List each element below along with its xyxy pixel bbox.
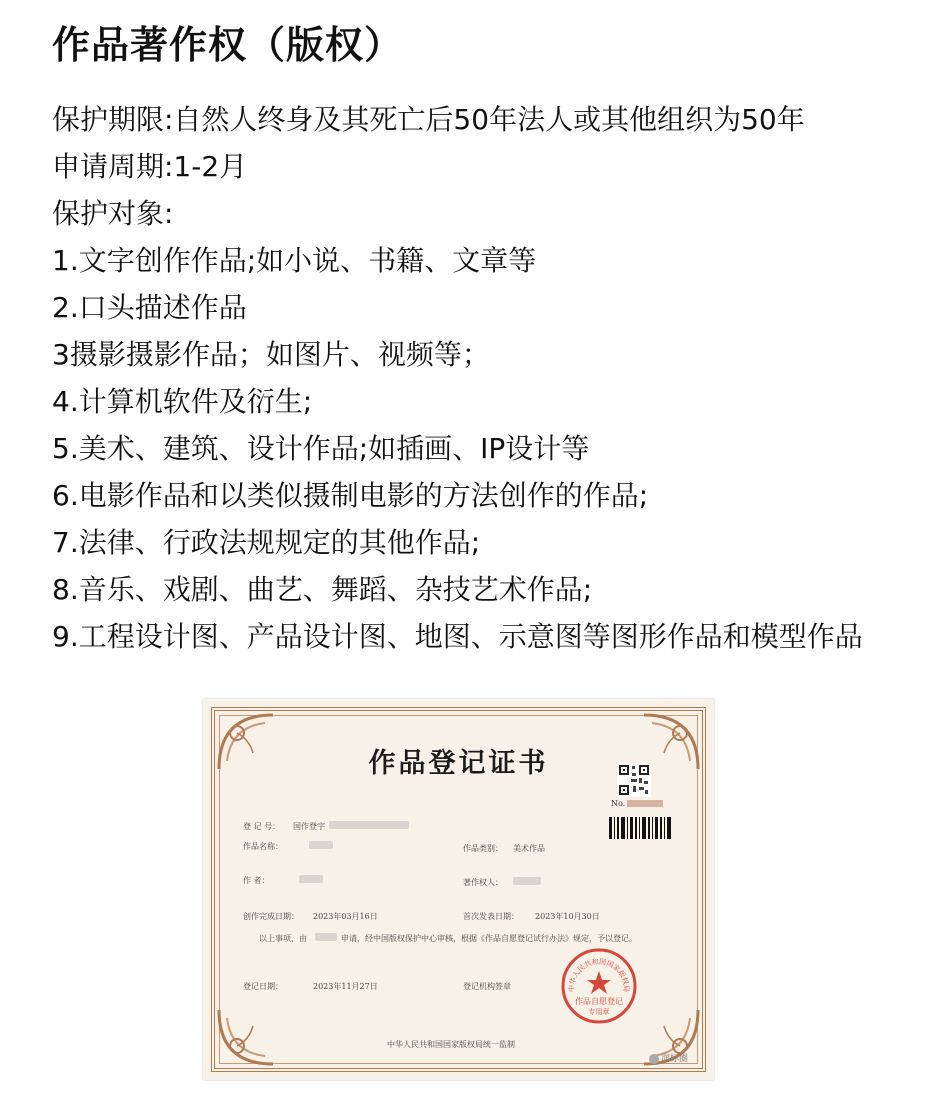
text-line: 2.口头描述作品 [52, 291, 247, 324]
text-line: 9.工程设计图、产品设计图、地图、示意图等图形作品和模型作品 [52, 620, 863, 653]
work-type-label: 作品类别： [463, 844, 503, 853]
text-line: 6.电影作品和以类似摄制电影的方法创作的作品; [52, 479, 649, 512]
watermark-text: 润标圈 [661, 1054, 689, 1064]
page-title: 作品著作权（版权） [52, 23, 404, 67]
wechat-icon [649, 1054, 659, 1064]
published-date-label: 首次发表日期： [463, 912, 519, 921]
seal-main-text: 作品自愿登记 [575, 997, 623, 1006]
statement-text-b: 申请，经中国版权保护中心审核，根据《作品自愿登记试行办法》规定，予以登记。 [341, 934, 637, 943]
qr-code-icon [617, 763, 651, 797]
published-date-value: 2023年10月30日 [535, 912, 600, 921]
certificate-footer: 中华人民共和国国家版权局统一监制 [387, 1040, 515, 1049]
certificate-number-label: No. [611, 799, 626, 808]
text-line: 8.音乐、戏剧、曲艺、舞蹈、杂技艺术作品; [52, 573, 593, 606]
text-line: 4.计算机软件及衍生; [52, 385, 313, 418]
redacted-field [299, 875, 323, 883]
redacted-field [329, 821, 409, 829]
reg-date-label: 登记日期： [243, 982, 283, 991]
redacted-field [513, 877, 541, 885]
owner-label: 著作权人： [463, 878, 503, 887]
created-date-label: 创作完成日期： [243, 912, 299, 921]
text-line: 5.美术、建筑、设计作品;如插画、IP设计等 [52, 432, 590, 465]
reg-date-value: 2023年11月27日 [313, 982, 378, 991]
statement-text-a: 以上事项，由 [259, 934, 307, 943]
corner-ornament-icon [213, 1000, 283, 1070]
work-type-value: 美术作品 [513, 844, 545, 853]
watermark [649, 1051, 688, 1064]
text-line: 3摄影摄影作品；如图片、视频等； [52, 338, 490, 371]
text-line: 7.法律、行政法规规定的其他作品; [52, 526, 481, 559]
text-line: 申请周期:1-2月 [52, 150, 248, 183]
redacted-field [315, 933, 337, 941]
text-line: 保护对象: [52, 197, 174, 230]
reg-no-value: 国作登字 [293, 822, 325, 831]
official-seal-icon [560, 947, 638, 1025]
text-line: 保护期限:自然人终身及其死亡后50年法人或其他组织为50年 [52, 103, 805, 136]
redacted-number [627, 800, 663, 807]
seal-sub-text: 专用章 [588, 1008, 610, 1016]
redacted-field [309, 841, 333, 849]
content-lines [52, 96, 932, 660]
agency-seal-label: 登记机构签章 [463, 982, 511, 991]
author-label: 作 者： [243, 876, 270, 885]
created-date-value: 2023年03月16日 [313, 912, 378, 921]
work-name-label: 作品名称： [243, 842, 283, 851]
barcode-icon [609, 817, 671, 839]
certificate-image [203, 699, 714, 1080]
seal-ring-text: 中华人民共和国国家版权局 [567, 957, 631, 993]
reg-no-label: 登 记 号： [243, 822, 281, 831]
text-line: 1.文字创作作品;如小说、书籍、文章等 [52, 244, 537, 277]
certificate-title: 作品登记证书 [368, 748, 549, 779]
